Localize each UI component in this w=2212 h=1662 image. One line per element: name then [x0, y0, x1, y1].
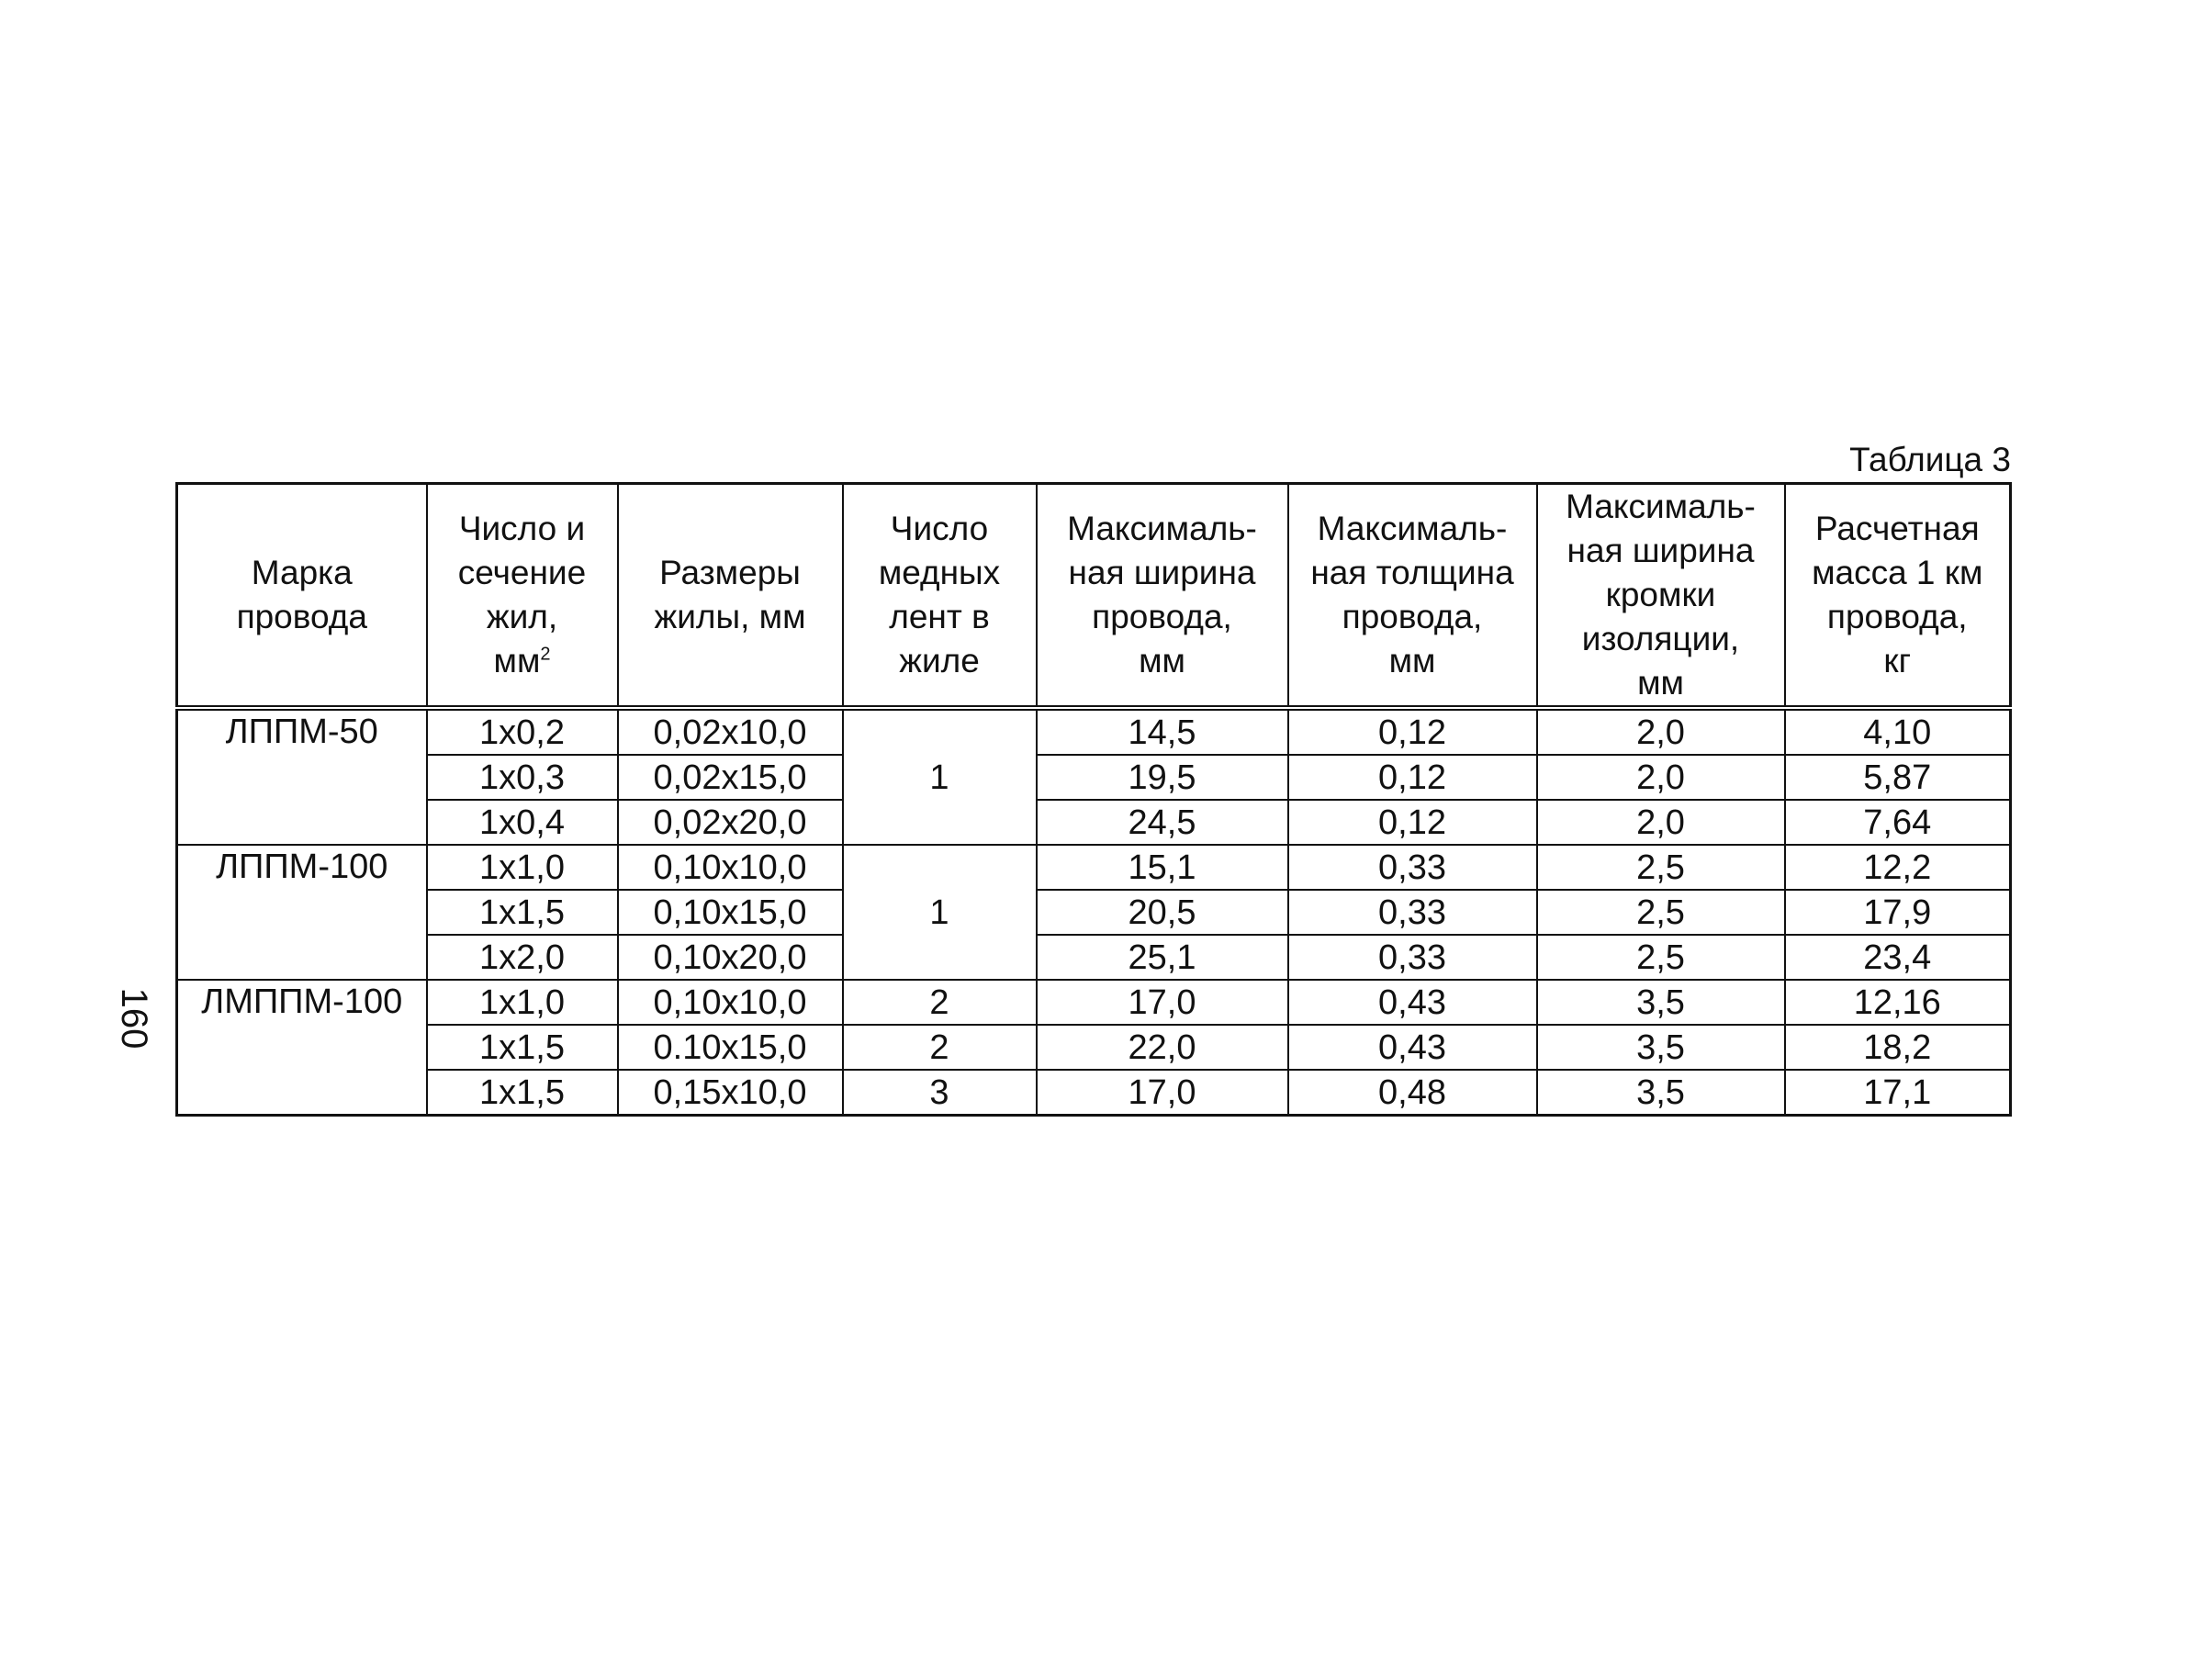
edge-width-cell: 2,5 — [1537, 890, 1785, 935]
max-width-cell: 14,5 — [1037, 708, 1288, 755]
dimensions-cell: 0,02х10,0 — [618, 708, 843, 755]
dimensions-cell: 0,10х20,0 — [618, 935, 843, 980]
max-width-cell: 24,5 — [1037, 800, 1288, 845]
cores-cell: 1х1,5 — [427, 1025, 618, 1070]
max-thickness-cell: 0,43 — [1288, 980, 1537, 1025]
max-width-cell: 15,1 — [1037, 845, 1288, 890]
edge-width-cell: 2,5 — [1537, 845, 1785, 890]
header-dimensions: Размеры жилы, мм — [618, 484, 843, 709]
edge-width-cell: 2,0 — [1537, 800, 1785, 845]
dimensions-cell: 0.10х15,0 — [618, 1025, 843, 1070]
table-row — [177, 708, 2011, 755]
cores-cell: 1х1,5 — [427, 890, 618, 935]
edge-width-cell: 2,0 — [1537, 708, 1785, 755]
mass-cell: 12,2 — [1785, 845, 2011, 890]
cores-cell: 1х0,4 — [427, 800, 618, 845]
edge-width-cell: 2,5 — [1537, 935, 1785, 980]
max-thickness-cell: 0,12 — [1288, 708, 1537, 755]
max-thickness-cell: 0,33 — [1288, 845, 1537, 890]
header-brand: Марка провода — [177, 484, 427, 709]
dimensions-cell: 0,10х15,0 — [618, 890, 843, 935]
max-thickness-cell: 0,12 — [1288, 800, 1537, 845]
max-thickness-cell: 0,12 — [1288, 755, 1537, 800]
cores-cell: 1х1,0 — [427, 980, 618, 1025]
max-width-cell: 25,1 — [1037, 935, 1288, 980]
cores-cell: 1х1,5 — [427, 1070, 618, 1116]
cores-cell: 1х1,0 — [427, 845, 618, 890]
edge-width-cell: 3,5 — [1537, 1025, 1785, 1070]
wire-specs-table — [175, 482, 2012, 1117]
mass-cell: 4,10 — [1785, 708, 2011, 755]
cores-cell: 1х0,3 — [427, 755, 618, 800]
max-width-cell: 22,0 — [1037, 1025, 1288, 1070]
dimensions-cell: 0,10х10,0 — [618, 845, 843, 890]
edge-width-cell: 2,0 — [1537, 755, 1785, 800]
mass-cell: 18,2 — [1785, 1025, 2011, 1070]
table-row — [177, 935, 2011, 980]
table-row — [177, 1070, 2011, 1116]
mass-cell: 17,9 — [1785, 890, 2011, 935]
dimensions-cell: 0,02х20,0 — [618, 800, 843, 845]
mass-cell: 17,1 — [1785, 1070, 2011, 1116]
brand-cell: ЛППМ-50 — [177, 708, 427, 845]
max-thickness-cell: 0,48 — [1288, 1070, 1537, 1116]
table-row — [177, 845, 2011, 890]
tapes-cell: 2 — [843, 980, 1037, 1025]
brand-cell: ЛМППМ-100 — [177, 980, 427, 1116]
dimensions-cell: 0,15х10,0 — [618, 1070, 843, 1116]
table-row — [177, 890, 2011, 935]
mass-cell: 12,16 — [1785, 980, 2011, 1025]
tapes-cell: 3 — [843, 1070, 1037, 1116]
table-row — [177, 1025, 2011, 1070]
header-cores: Число и сечение жил, $мм^2$ — [427, 484, 618, 709]
header-mass: Расчетная масса 1 км провода, кг — [1785, 484, 2011, 709]
tapes-cell: 2 — [843, 1025, 1037, 1070]
max-width-cell: 20,5 — [1037, 890, 1288, 935]
table-row — [177, 980, 2011, 1025]
cores-cell: 1х2,0 — [427, 935, 618, 980]
max-width-cell: 17,0 — [1037, 1070, 1288, 1116]
mass-cell: 23,4 — [1785, 935, 2011, 980]
edge-width-cell: 3,5 — [1537, 1070, 1785, 1116]
max-thickness-cell: 0,43 — [1288, 1025, 1537, 1070]
max-width-cell: 17,0 — [1037, 980, 1288, 1025]
brand-cell: ЛППМ-100 — [177, 845, 427, 980]
header-row — [177, 484, 2011, 709]
max-thickness-cell: 0,33 — [1288, 935, 1537, 980]
table-caption: Таблица 3 — [1849, 441, 2011, 478]
table-row — [177, 755, 2011, 800]
tapes-cell: 1 — [843, 845, 1037, 980]
mass-cell: 5,87 — [1785, 755, 2011, 800]
dimensions-cell: 0,02х15,0 — [618, 755, 843, 800]
header-max-width: Максималь- ная ширина провода, мм — [1037, 484, 1288, 709]
edge-width-cell: 3,5 — [1537, 980, 1785, 1025]
page-number: 160 — [114, 987, 154, 1050]
mass-cell: 7,64 — [1785, 800, 2011, 845]
cores-cell: 1х0,2 — [427, 708, 618, 755]
header-tapes: Число медных лент в жиле — [843, 484, 1037, 709]
header-edge-width: Максималь- ная ширина кромки изоляции, мм — [1537, 484, 1785, 709]
max-thickness-cell: 0,33 — [1288, 890, 1537, 935]
dimensions-cell: 0,10х10,0 — [618, 980, 843, 1025]
table-row — [177, 800, 2011, 845]
tapes-cell: 1 — [843, 708, 1037, 845]
header-max-thickness: Максималь- ная толщина провода, мм — [1288, 484, 1537, 709]
max-width-cell: 19,5 — [1037, 755, 1288, 800]
